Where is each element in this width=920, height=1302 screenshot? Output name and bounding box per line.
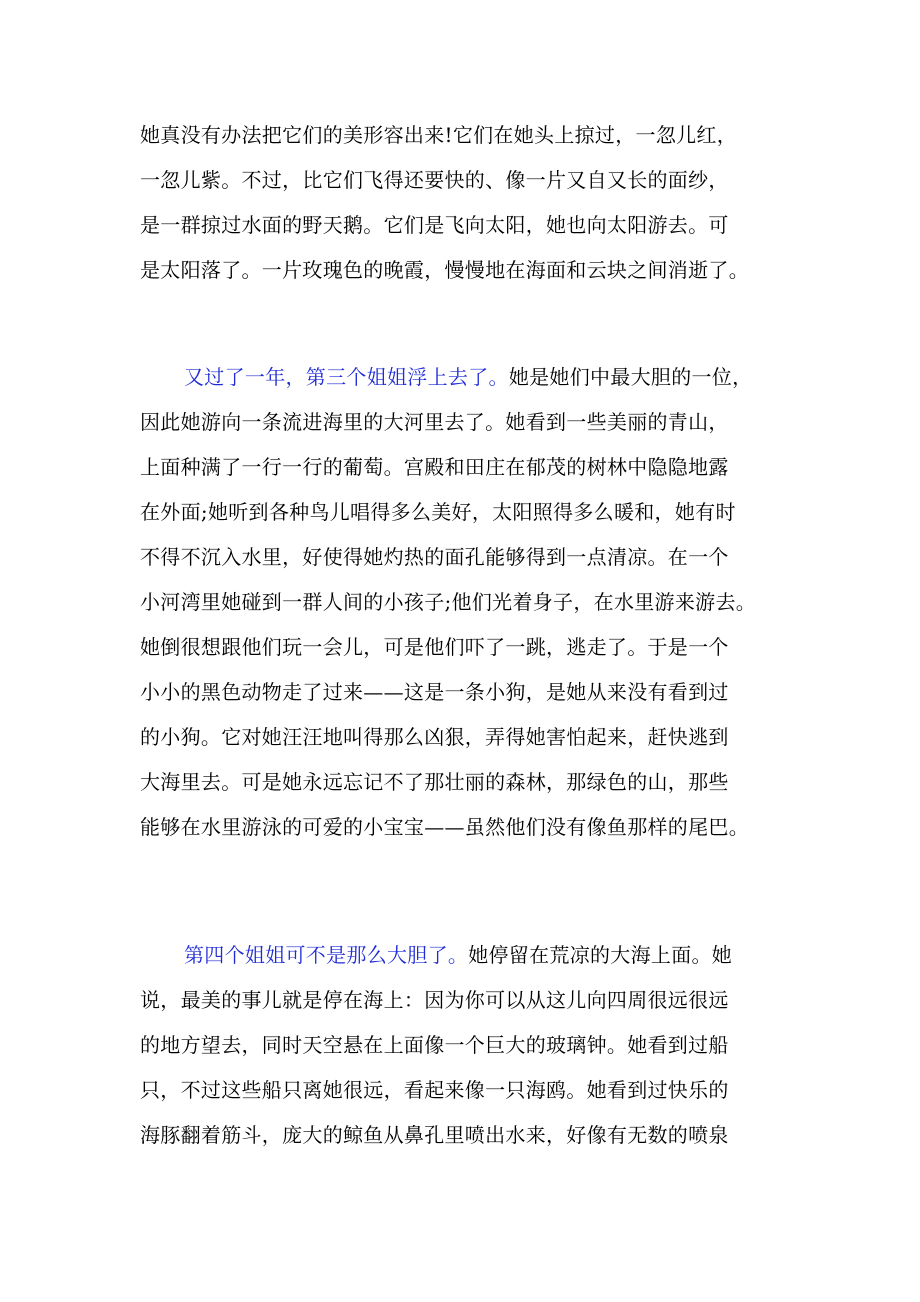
first-line <box>140 355 840 400</box>
first-line-rest: 她是她们中最大胆的一位， <box>508 365 753 389</box>
text-line: 只，不过这些船只离她很远，看起来像一只海鸥。她看到过快乐的 <box>140 1078 729 1102</box>
paragraph-2 <box>140 355 840 850</box>
text-line: 是一群掠过水面的野天鹅。它们是飞向太阳，她也向太阳游去。可 <box>140 213 729 237</box>
text-line: 小小的黑色动物走了过来——这是一条小狗，是她从来没有看到过 <box>140 680 729 704</box>
text-line: 在外面;她听到各种鸟儿唱得多么美好，太阳照得多么暖和，她有时 <box>140 500 736 524</box>
paragraph-1 <box>140 113 840 293</box>
first-line <box>140 933 840 978</box>
text-line: 小河湾里她碰到一群人间的小孩子;他们光着身子，在水里游来游去。 <box>140 590 757 614</box>
text-line: 她倒很想跟他们玩一会儿，可是他们吓了一跳，逃走了。于是一个 <box>140 635 729 659</box>
text-line: 上面种满了一行一行的葡萄。宫殿和田庄在郁茂的树林中隐隐地露 <box>140 455 729 479</box>
text-line: 一忽儿紫。不过，比它们飞得还要快的、像一片又自又长的面纱， <box>140 168 729 192</box>
text-line: 能够在水里游泳的可爱的小宝宝——虽然他们没有像鱼那样的尾巴。 <box>140 815 749 839</box>
text-line: 因此她游向一条流进海里的大河里去了。她看到一些美丽的青山， <box>140 410 729 434</box>
text-line: 说，最美的事儿就是停在海上：因为你可以从这儿向四周很远很远 <box>140 988 729 1012</box>
highlighted-sentence: 又过了一年，第三个姐姐浮上去了。 <box>184 365 509 389</box>
paragraph-3 <box>140 933 840 1158</box>
first-line-rest: 她停留在荒凉的大海上面。她 <box>468 943 733 967</box>
text-line: 的地方望去，同时天空悬在上面像一个巨大的玻璃钟。她看到过船 <box>140 1033 729 1057</box>
text-line: 不得不沉入水里，好使得她灼热的面孔能够得到一点清凉。在一个 <box>140 545 729 569</box>
text-line: 她真没有办法把它们的美形容出来!它们在她头上掠过，一忽儿红， <box>140 123 738 147</box>
text-line: 大海里去。可是她永远忘记不了那壮丽的森林，那绿色的山，那些 <box>140 770 729 794</box>
text-line: 是太阳落了。一片玫瑰色的晚霞，慢慢地在海面和云块之间消逝了。 <box>140 258 749 282</box>
text-line: 的小狗。它对她汪汪地叫得那么凶狠，弄得她害怕起来，赶快逃到 <box>140 725 729 749</box>
highlighted-sentence: 第四个姐姐可不是那么大胆了。 <box>184 943 469 967</box>
text-line: 海豚翻着筋斗，庞大的鲸鱼从鼻孔里喷出水来，好像有无数的喷泉 <box>140 1123 729 1147</box>
